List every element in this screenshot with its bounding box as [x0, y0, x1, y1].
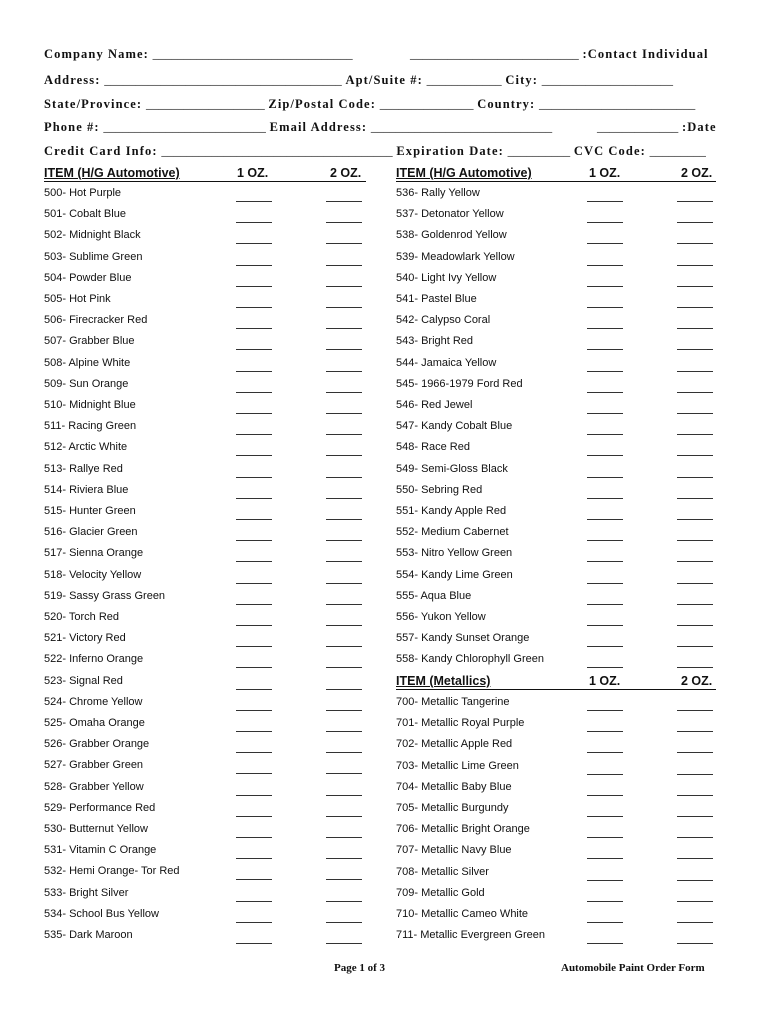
- qty-1oz-field[interactable]: [236, 752, 272, 753]
- qty-2oz-field[interactable]: [326, 901, 362, 902]
- date-label: :Date: [681, 120, 717, 134]
- item-label: 528- Grabber Yellow: [44, 780, 144, 793]
- address-field[interactable]: ______________________________________: [104, 73, 342, 87]
- contact-individual-field[interactable]: ___________________________: [410, 47, 579, 61]
- item-label: 709- Metallic Gold: [396, 886, 485, 899]
- item-label: 702- Metallic Apple Red: [396, 738, 513, 751]
- item-label: 552- Medium Cabernet: [396, 526, 509, 539]
- qty-2oz-field[interactable]: [326, 922, 362, 923]
- company-name-label: Company Name:: [44, 47, 149, 61]
- qty-2oz-field[interactable]: [326, 201, 362, 202]
- qty-2oz-field[interactable]: [677, 752, 713, 753]
- zip-postal-field[interactable]: _______________: [379, 97, 474, 111]
- qty-2oz-field[interactable]: [326, 371, 362, 372]
- qty-1oz-field[interactable]: [236, 392, 272, 393]
- item-label: 704- Metallic Baby Blue: [396, 780, 512, 793]
- item-label: 555- Aqua Blue: [396, 589, 472, 602]
- date-row: [597, 120, 717, 135]
- qty-1oz-field[interactable]: [236, 731, 272, 732]
- item-label: 502- Midnight Black: [44, 229, 141, 242]
- qty-2oz-field[interactable]: [677, 455, 713, 456]
- qty-2oz-field[interactable]: [677, 328, 713, 329]
- qty-1oz-field[interactable]: [587, 540, 623, 541]
- state-province-field[interactable]: ___________________: [145, 97, 265, 111]
- qty-1oz-field[interactable]: [587, 604, 623, 605]
- qty-2oz-field[interactable]: [677, 731, 713, 732]
- qty-1oz-field[interactable]: [587, 413, 623, 414]
- item-label: 548- Race Red: [396, 441, 470, 454]
- qty-2oz-field[interactable]: [677, 625, 713, 626]
- item-label: 523- Signal Red: [44, 674, 123, 687]
- item-label: 537- Detonator Yellow: [396, 208, 504, 221]
- item-label: 703- Metallic Lime Green: [396, 759, 519, 772]
- expiration-date-label: Expiration Date:: [396, 144, 504, 158]
- qty-2oz-field[interactable]: [677, 667, 713, 668]
- qty-2oz-field[interactable]: [326, 540, 362, 541]
- right-oz1-header: 1 OZ.: [589, 166, 621, 180]
- phone-row: [44, 120, 552, 135]
- contact-individual-label: :Contact Individual: [582, 47, 709, 61]
- qty-2oz-field[interactable]: [326, 561, 362, 562]
- item-label: 538- Goldenrod Yellow: [396, 229, 507, 242]
- expiration-date-field[interactable]: __________: [507, 144, 571, 158]
- item-label: 541- Pastel Blue: [396, 293, 477, 305]
- qty-2oz-field[interactable]: [677, 265, 713, 266]
- qty-2oz-field[interactable]: [326, 498, 362, 499]
- qty-1oz-field[interactable]: [587, 901, 623, 902]
- item-label: 539- Meadowlark Yellow: [396, 250, 515, 263]
- left-oz1-header: 1 OZ.: [237, 166, 269, 180]
- right-item-header: ITEM (H/G Automotive): [396, 166, 532, 180]
- item-label: 526- Grabber Orange: [44, 738, 150, 751]
- item-label: 504- Powder Blue: [44, 271, 132, 284]
- item-label: 509- Sun Orange: [44, 377, 129, 390]
- qty-1oz-field[interactable]: [587, 307, 623, 308]
- qty-1oz-field[interactable]: [587, 880, 623, 881]
- item-label: 501- Cobalt Blue: [44, 208, 126, 221]
- item-label: 500- Hot Purple: [44, 187, 122, 199]
- qty-2oz-field[interactable]: [326, 646, 362, 647]
- qty-2oz-field[interactable]: [677, 243, 713, 244]
- qty-2oz-field[interactable]: [677, 943, 713, 944]
- qty-2oz-field[interactable]: [677, 201, 713, 202]
- qty-1oz-field[interactable]: [587, 943, 623, 944]
- item-label: 705- Metallic Burgundy: [396, 802, 509, 814]
- item-label: 543- Bright Red: [396, 335, 474, 348]
- qty-1oz-field[interactable]: [236, 795, 272, 796]
- state-province-label: State/Province:: [44, 97, 143, 111]
- qty-2oz-field[interactable]: [326, 349, 362, 350]
- form-title: Automobile Paint Order Form: [561, 962, 705, 974]
- qty-2oz-field[interactable]: [326, 519, 362, 520]
- qty-1oz-field[interactable]: [236, 710, 272, 711]
- item-label: 534- School Bus Yellow: [44, 907, 159, 920]
- date-field[interactable]: _____________: [597, 120, 679, 134]
- qty-1oz-field[interactable]: [236, 604, 272, 605]
- city-label: City:: [505, 73, 538, 87]
- qty-1oz-field[interactable]: [236, 328, 272, 329]
- email-label: Email Address:: [269, 120, 368, 134]
- qty-1oz-field[interactable]: [236, 477, 272, 478]
- company-name-row: [44, 47, 353, 62]
- qty-1oz-field[interactable]: [236, 307, 272, 308]
- qty-2oz-field[interactable]: [326, 731, 362, 732]
- qty-2oz-field[interactable]: [677, 922, 713, 923]
- qty-2oz-field[interactable]: [326, 243, 362, 244]
- item-label: 550- Sebring Red: [396, 483, 483, 496]
- credit-card-label: Credit Card Info:: [44, 144, 158, 158]
- country-field[interactable]: _________________________: [539, 97, 696, 111]
- qty-2oz-field[interactable]: [677, 477, 713, 478]
- item-label: 529- Performance Red: [44, 801, 156, 814]
- item-label: 511- Racing Green: [44, 420, 137, 433]
- item-label: 527- Grabber Green: [44, 759, 144, 772]
- qty-2oz-field[interactable]: [326, 265, 362, 266]
- qty-1oz-field[interactable]: [236, 413, 272, 414]
- qty-1oz-field[interactable]: [587, 774, 623, 775]
- metallics-oz2-header: 2 OZ.: [681, 674, 713, 688]
- qty-1oz-field[interactable]: [236, 816, 272, 817]
- cvc-code-label: CVC Code:: [573, 144, 646, 158]
- qty-1oz-field[interactable]: [236, 243, 272, 244]
- qty-2oz-field[interactable]: [326, 286, 362, 287]
- qty-1oz-field[interactable]: [587, 646, 623, 647]
- country-label: Country:: [477, 97, 536, 111]
- qty-2oz-field[interactable]: [326, 858, 362, 859]
- left-header-rule: [44, 181, 366, 182]
- qty-2oz-field[interactable]: [677, 392, 713, 393]
- qty-2oz-field[interactable]: [677, 371, 713, 372]
- qty-1oz-field[interactable]: [587, 328, 623, 329]
- qty-1oz-field[interactable]: [587, 816, 623, 817]
- qty-1oz-field[interactable]: [587, 286, 623, 287]
- item-label: 701- Metallic Royal Purple: [396, 717, 525, 730]
- qty-2oz-field[interactable]: [677, 901, 713, 902]
- item-label: 536- Rally Yellow: [396, 187, 480, 199]
- item-label: 553- Nitro Yellow Green: [396, 547, 513, 560]
- qty-2oz-field[interactable]: [326, 710, 362, 711]
- city-field[interactable]: _____________________: [541, 73, 673, 87]
- qty-1oz-field[interactable]: [236, 371, 272, 372]
- qty-1oz-field[interactable]: [587, 455, 623, 456]
- qty-1oz-field[interactable]: [236, 922, 272, 923]
- item-label: 507- Grabber Blue: [44, 335, 135, 348]
- apt-suite-label: Apt/Suite #:: [345, 73, 423, 87]
- qty-1oz-field[interactable]: [236, 583, 272, 584]
- qty-2oz-field[interactable]: [326, 307, 362, 308]
- qty-2oz-field[interactable]: [326, 943, 362, 944]
- item-label: 505- Hot Pink: [44, 293, 111, 305]
- qty-2oz-field[interactable]: [677, 222, 713, 223]
- item-label: 549- Semi-Gloss Black: [396, 462, 508, 475]
- qty-1oz-field[interactable]: [236, 265, 272, 266]
- right-header-rule: [396, 181, 716, 182]
- qty-2oz-field[interactable]: [677, 858, 713, 859]
- qty-1oz-field[interactable]: [236, 561, 272, 562]
- qty-1oz-field[interactable]: [236, 434, 272, 435]
- qty-1oz-field[interactable]: [587, 922, 623, 923]
- qty-2oz-field[interactable]: [677, 837, 713, 838]
- qty-1oz-field[interactable]: [236, 540, 272, 541]
- state-row: [44, 97, 695, 112]
- qty-2oz-field[interactable]: [326, 583, 362, 584]
- qty-1oz-field[interactable]: [587, 222, 623, 223]
- qty-1oz-field[interactable]: [587, 477, 623, 478]
- metallics-oz1-header: 1 OZ.: [589, 674, 621, 688]
- item-label: 710- Metallic Cameo White: [396, 908, 529, 920]
- qty-1oz-field[interactable]: [236, 773, 272, 774]
- qty-1oz-field[interactable]: [587, 752, 623, 753]
- qty-2oz-field[interactable]: [326, 455, 362, 456]
- qty-2oz-field[interactable]: [326, 879, 362, 880]
- qty-2oz-field[interactable]: [677, 561, 713, 562]
- item-label: 556- Yukon Yellow: [396, 611, 486, 623]
- item-label: 515- Hunter Green: [44, 505, 136, 517]
- item-label: 503- Sublime Green: [44, 250, 143, 263]
- item-label: 514- Riviera Blue: [44, 483, 129, 496]
- left-item-header: ITEM (H/G Automotive): [44, 166, 180, 180]
- qty-1oz-field[interactable]: [236, 858, 272, 859]
- qty-2oz-field[interactable]: [677, 498, 713, 499]
- item-label: 557- Kandy Sunset Orange: [396, 632, 530, 645]
- apt-suite-field[interactable]: ____________: [426, 73, 502, 87]
- address-label: Address:: [44, 73, 101, 87]
- qty-2oz-field[interactable]: [326, 477, 362, 478]
- qty-1oz-field[interactable]: [236, 222, 272, 223]
- address-row: [44, 73, 673, 88]
- item-label: 506- Firecracker Red: [44, 314, 148, 327]
- qty-1oz-field[interactable]: [236, 943, 272, 944]
- item-label: 547- Kandy Cobalt Blue: [396, 420, 513, 433]
- qty-1oz-field[interactable]: [236, 667, 272, 668]
- item-label: 706- Metallic Bright Orange: [396, 823, 530, 836]
- qty-1oz-field[interactable]: [587, 561, 623, 562]
- credit-card-field[interactable]: _____________________________________: [161, 144, 393, 158]
- qty-2oz-field[interactable]: [326, 837, 362, 838]
- qty-2oz-field[interactable]: [677, 604, 713, 605]
- qty-1oz-field[interactable]: [587, 795, 623, 796]
- qty-1oz-field[interactable]: [587, 265, 623, 266]
- qty-2oz-field[interactable]: [326, 667, 362, 668]
- item-label: 546- Red Jewel: [396, 399, 473, 411]
- qty-2oz-field[interactable]: [326, 795, 362, 796]
- qty-1oz-field[interactable]: [236, 286, 272, 287]
- qty-1oz-field[interactable]: [236, 455, 272, 456]
- item-label: 520- Torch Red: [44, 611, 120, 623]
- qty-1oz-field[interactable]: [236, 837, 272, 838]
- item-label: 524- Chrome Yellow: [44, 695, 143, 708]
- qty-2oz-field[interactable]: [677, 880, 713, 881]
- company-name-field[interactable]: ________________________________: [152, 47, 353, 61]
- qty-1oz-field[interactable]: [587, 434, 623, 435]
- qty-1oz-field[interactable]: [587, 731, 623, 732]
- qty-1oz-field[interactable]: [587, 201, 623, 202]
- qty-1oz-field[interactable]: [587, 392, 623, 393]
- qty-2oz-field[interactable]: [326, 689, 362, 690]
- qty-2oz-field[interactable]: [677, 795, 713, 796]
- qty-2oz-field[interactable]: [677, 816, 713, 817]
- qty-1oz-field[interactable]: [587, 583, 623, 584]
- item-label: 512- Arctic White: [44, 441, 128, 454]
- qty-2oz-field[interactable]: [677, 646, 713, 647]
- qty-2oz-field[interactable]: [326, 222, 362, 223]
- qty-2oz-field[interactable]: [677, 349, 713, 350]
- qty-2oz-field[interactable]: [326, 752, 362, 753]
- zip-postal-label: Zip/Postal Code:: [268, 97, 376, 111]
- qty-1oz-field[interactable]: [587, 498, 623, 499]
- qty-1oz-field[interactable]: [236, 498, 272, 499]
- item-label: 540- Light Ivy Yellow: [396, 271, 497, 284]
- qty-1oz-field[interactable]: [587, 667, 623, 668]
- qty-2oz-field[interactable]: [677, 710, 713, 711]
- qty-2oz-field[interactable]: [326, 625, 362, 626]
- qty-2oz-field[interactable]: [326, 604, 362, 605]
- phone-field[interactable]: __________________________: [103, 120, 266, 134]
- item-label: 533- Bright Silver: [44, 886, 129, 899]
- qty-1oz-field[interactable]: [587, 349, 623, 350]
- item-label: 518- Velocity Yellow: [44, 568, 142, 581]
- qty-1oz-field[interactable]: [236, 201, 272, 202]
- qty-1oz-field[interactable]: [587, 625, 623, 626]
- qty-1oz-field[interactable]: [587, 710, 623, 711]
- item-label: 525- Omaha Orange: [44, 717, 145, 729]
- item-label: 544- Jamaica Yellow: [396, 356, 497, 369]
- page-number: Page 1 of 3: [334, 962, 386, 974]
- item-label: 522- Inferno Orange: [44, 653, 144, 666]
- item-label: 545- 1966-1979 Ford Red: [396, 377, 523, 390]
- qty-2oz-field[interactable]: [326, 773, 362, 774]
- qty-2oz-field[interactable]: [326, 816, 362, 817]
- item-label: 521- Victory Red: [44, 632, 126, 645]
- qty-1oz-field[interactable]: [587, 243, 623, 244]
- phone-label: Phone #:: [44, 120, 100, 134]
- item-label: 530- Butternut Yellow: [44, 823, 148, 835]
- item-label: 707- Metallic Navy Blue: [396, 844, 512, 857]
- qty-1oz-field[interactable]: [236, 879, 272, 880]
- item-label: 535- Dark Maroon: [44, 929, 133, 941]
- item-label: 508- Alpine White: [44, 356, 131, 369]
- qty-2oz-field[interactable]: [677, 286, 713, 287]
- left-oz2-header: 2 OZ.: [330, 166, 362, 180]
- qty-2oz-field[interactable]: [677, 434, 713, 435]
- qty-1oz-field[interactable]: [236, 689, 272, 690]
- qty-1oz-field[interactable]: [236, 519, 272, 520]
- qty-2oz-field[interactable]: [326, 328, 362, 329]
- contact-individual-row: [410, 47, 709, 62]
- item-label: 517- Sienna Orange: [44, 547, 144, 560]
- qty-2oz-field[interactable]: [326, 413, 362, 414]
- item-label: 542- Calypso Coral: [396, 314, 491, 327]
- qty-2oz-field[interactable]: [677, 519, 713, 520]
- metallics-item-header: ITEM (Metallics): [396, 674, 491, 688]
- item-label: 532- Hemi Orange- Tor Red: [44, 865, 180, 878]
- item-label: 551- Kandy Apple Red: [396, 505, 507, 517]
- item-label: 516- Glacier Green: [44, 526, 138, 539]
- qty-2oz-field[interactable]: [677, 540, 713, 541]
- item-label: 558- Kandy Chlorophyll Green: [396, 653, 544, 666]
- qty-2oz-field[interactable]: [677, 774, 713, 775]
- qty-2oz-field[interactable]: [677, 307, 713, 308]
- item-label: 700- Metallic Tangerine: [396, 696, 510, 708]
- qty-1oz-field[interactable]: [236, 646, 272, 647]
- item-label: 510- Midnight Blue: [44, 399, 136, 411]
- qty-1oz-field[interactable]: [236, 625, 272, 626]
- qty-1oz-field[interactable]: [236, 901, 272, 902]
- qty-1oz-field[interactable]: [587, 371, 623, 372]
- qty-2oz-field[interactable]: [326, 434, 362, 435]
- credit-card-row: [44, 144, 706, 159]
- qty-1oz-field[interactable]: [236, 349, 272, 350]
- right-oz2-header: 2 OZ.: [681, 166, 713, 180]
- cvc-code-field[interactable]: _________: [649, 144, 706, 158]
- metallics-header-rule: [396, 689, 716, 690]
- item-label: 531- Vitamin C Orange: [44, 844, 157, 857]
- qty-2oz-field[interactable]: [326, 392, 362, 393]
- item-label: 708- Metallic Silver: [396, 865, 489, 878]
- item-label: 711- Metallic Evergreen Green: [396, 929, 545, 942]
- email-field[interactable]: _____________________________: [370, 120, 553, 134]
- qty-1oz-field[interactable]: [587, 519, 623, 520]
- qty-1oz-field[interactable]: [587, 837, 623, 838]
- qty-2oz-field[interactable]: [677, 413, 713, 414]
- item-label: 513- Rallye Red: [44, 462, 123, 475]
- qty-1oz-field[interactable]: [587, 858, 623, 859]
- item-label: 519- Sassy Grass Green: [44, 589, 166, 602]
- qty-2oz-field[interactable]: [677, 583, 713, 584]
- item-label: 554- Kandy Lime Green: [396, 568, 513, 581]
